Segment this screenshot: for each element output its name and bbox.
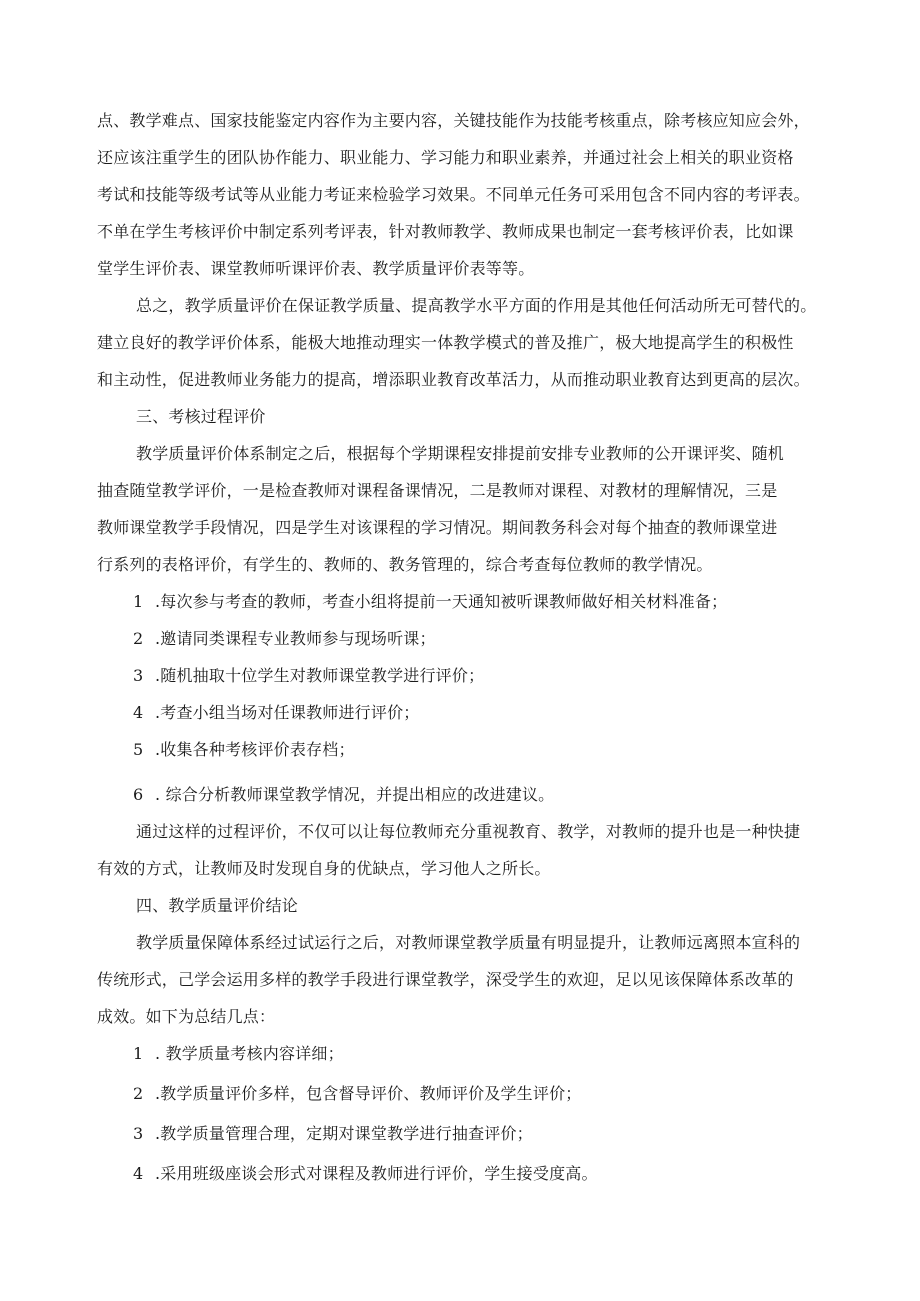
- list-item-text: .考查小组当场对任课教师进行评价；: [155, 703, 420, 722]
- list-item-number: 1: [133, 1044, 144, 1063]
- list-item-text: . 综合分析教师课堂教学情况，并提出相应的改进建议。: [155, 785, 555, 804]
- paragraph-line: 传统形式，己学会运用多样的教学手段进行课堂教学，深受学生的欢迎，足以见该保障体系改革的: [97, 970, 794, 989]
- list-item: [133, 591, 727, 613]
- paragraph-line: 堂学生评价表、课堂教师听课评价表、教学质量评价表等等。: [97, 259, 535, 278]
- section-heading: 三、考核过程评价: [136, 407, 266, 426]
- list-item-text: .随机抽取十位学生对教师课堂教学进行评价；: [155, 666, 485, 685]
- paragraph-line: 和主动性，促进教师业务能力的提高，增添职业教育改革活力，从而推动职业教育达到更高的层次。: [97, 370, 810, 389]
- list-item-number: 4: [133, 703, 144, 722]
- list-item: [133, 739, 355, 761]
- list-item-number: 2: [133, 629, 144, 648]
- paragraph-line: 教学质量评价体系制定之后，根据每个学期课程安排提前安排专业教师的公开课评奖、随机: [136, 444, 785, 463]
- paragraph-line: 有效的方式，让教师及时发现自身的优缺点，学习他人之所长。: [97, 859, 551, 878]
- paragraph-line: 总之，教学质量评价在保证教学质量、提高教学水平方面的作用是其他任何活动所无可替代的。: [136, 296, 817, 315]
- list-item-number: 3: [133, 1124, 144, 1143]
- paragraph-line: 建立良好的教学评价体系，能极大地推动理实一体教学模式的普及推广，极大地提高学生的积极性: [97, 333, 794, 352]
- list-item-text: . 教学质量考核内容详细；: [155, 1044, 344, 1063]
- list-item-text: .教学质量评价多样，包含督导评价、教师评价及学生评价；: [155, 1084, 582, 1103]
- list-item-number: 1: [133, 592, 144, 611]
- list-item-number: 3: [133, 666, 144, 685]
- paragraph-line: 教师课堂教学手段情况，四是学生对该课程的学习情况。期间教务科会对每个抽查的教师课堂进: [97, 518, 778, 537]
- list-item: [133, 702, 420, 724]
- list-item-number: 6: [133, 785, 144, 804]
- list-item: [133, 1083, 582, 1105]
- list-item-number: 2: [133, 1084, 144, 1103]
- paragraph-line: 不单在学生考核评价中制定系列考评表，针对教师教学、教师成果也制定一套考核评价表，比如课: [97, 222, 794, 241]
- list-item-text: .采用班级座谈会形式对课程及教师进行评价，学生接受度高。: [155, 1164, 598, 1183]
- section-heading: 四、教学质量评价结论: [136, 896, 299, 915]
- list-item-number: 5: [133, 740, 144, 759]
- list-item: [133, 665, 484, 687]
- list-item: [133, 1043, 344, 1065]
- list-item: [133, 1163, 598, 1185]
- paragraph-line: 教学质量保障体系经过试运行之后，对教师课堂教学质量有明显提升，让教师远离照本宣科的: [136, 933, 801, 952]
- list-item-text: .教学质量管理合理，定期对课堂教学进行抽查评价；: [155, 1124, 533, 1143]
- paragraph-line: 抽查随堂教学评价，一是检查教师对课程备课情况，二是教师对课程、对教材的理解情况，三是: [97, 481, 778, 500]
- list-item: [133, 628, 436, 650]
- list-item: [133, 784, 554, 806]
- list-item-text: .每次参与考查的教师，考查小组将提前一天通知被听课教师做好相关材料准备；: [155, 592, 728, 611]
- paragraph-line: 通过这样的过程评价，不仅可以让每位教师充分重视教育、教学，对教师的提升也是一种快捷: [136, 822, 801, 841]
- list-item-number: 4: [133, 1164, 144, 1183]
- paragraph-line: 点、教学难点、国家技能鉴定内容作为主要内容，关键技能作为技能考核重点，除考核应知应会外，: [97, 111, 810, 130]
- list-item-text: .邀请同类课程专业教师参与现场听课；: [155, 629, 436, 648]
- paragraph-line: 行系列的表格评价，有学生的、教师的、教务管理的，综合考查每位教师的教学情况。: [97, 555, 713, 574]
- list-item-text: .收集各种考核评价表存档；: [155, 740, 355, 759]
- paragraph-line: 还应该注重学生的团队协作能力、职业能力、学习能力和职业素养，并通过社会上相关的职业资格: [97, 148, 794, 167]
- paragraph-line: 成效。如下为总结几点：: [97, 1007, 276, 1026]
- list-item: [133, 1123, 533, 1145]
- paragraph-line: 考试和技能等级考试等从业能力考证来检验学习效果。不同单元任务可采用包含不同内容的考评表。: [97, 185, 810, 204]
